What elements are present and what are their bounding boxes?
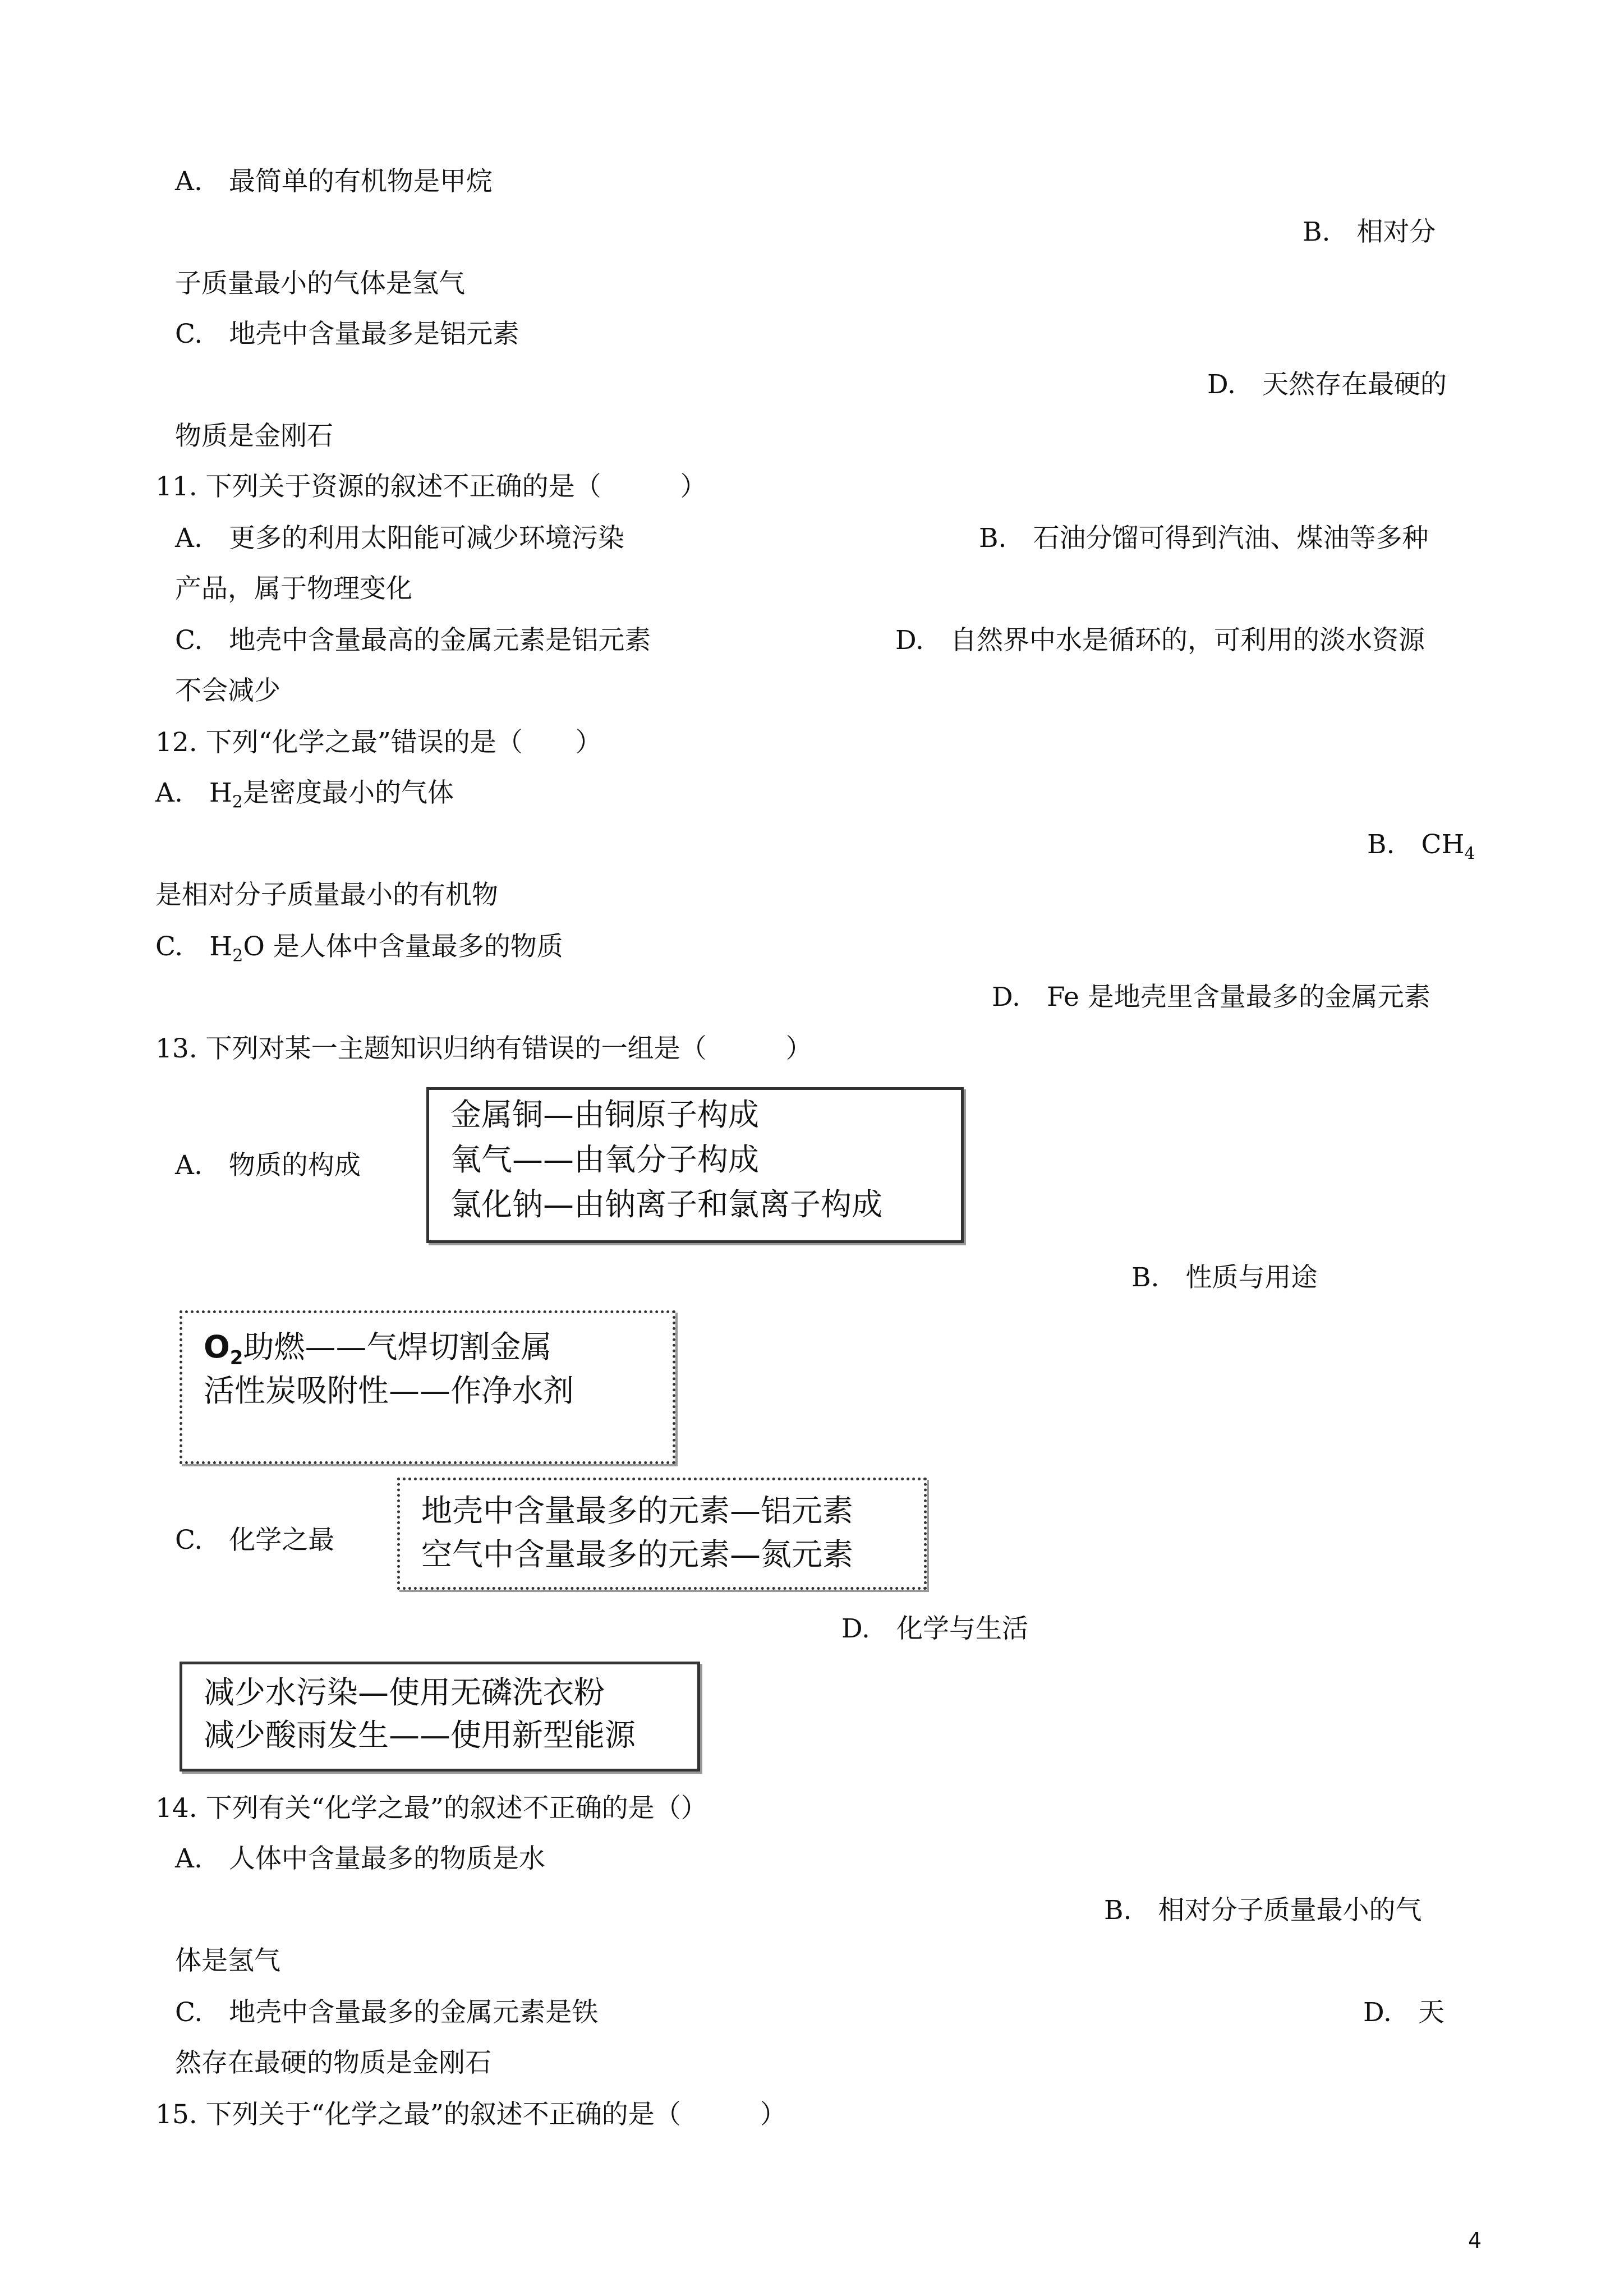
- q13-c-line-2: 空气中含量最多的元素—氮元素: [421, 1536, 854, 1572]
- q12-c-subscript: 2: [232, 946, 243, 966]
- q12-c-text: O 是人体中含量最多的物质: [243, 931, 563, 962]
- q12-stem: 12. 下列“化学之最”错误的是（ ）: [155, 727, 602, 758]
- q10-option-d-cont: 物质是金刚石: [175, 421, 333, 452]
- q13-a-line-2: 氧气——由氧分子构成: [450, 1142, 760, 1177]
- q13-d-line-2: 减少酸雨发生——使用新型能源: [204, 1717, 636, 1753]
- q12-option-c: [155, 930, 563, 973]
- q14-option-d-cont: 然存在最硬的物质是金刚石: [175, 2047, 491, 2078]
- q11-option-b-cont: 产品，属于物理变化: [175, 573, 412, 604]
- q12-a-text: 是密度最小的气体: [242, 777, 454, 808]
- q13-option-a-box: [426, 1087, 964, 1243]
- q12-a-subscript: 2: [232, 792, 243, 812]
- q10-option-b: B. 相对分: [1303, 217, 1436, 247]
- q14-option-b-cont: 体是氢气: [175, 1945, 280, 1976]
- q13-option-b-label: B. 性质与用途: [1131, 1262, 1318, 1293]
- q12-a-prefix: A. H: [155, 777, 232, 808]
- q13-option-c-label: C. 化学之最: [175, 1525, 335, 1556]
- q13-a-line-3: 氯化钠—由钠离子和氯离子构成: [450, 1186, 883, 1222]
- q12-b-subscript: 4: [1464, 844, 1475, 864]
- q14-option-c: C. 地壳中含量最多的金属元素是铁: [175, 1997, 599, 2028]
- q12-option-d: D. Fe 是地壳里含量最多的金属元素: [992, 982, 1430, 1013]
- q13-option-d-label: D. 化学与生活: [841, 1613, 1028, 1644]
- q10-option-c: C. 地壳中含量最多是铝元素: [175, 319, 519, 349]
- q13-b-o2: O: [204, 1329, 230, 1365]
- q13-option-a-label: A. 物质的构成: [175, 1150, 361, 1181]
- q12-b-prefix: B. CH: [1367, 829, 1465, 860]
- q13-option-d-box: [180, 1662, 700, 1772]
- q10-option-a: A. 最简单的有机物是甲烷: [175, 166, 493, 197]
- q13-option-c-box: [397, 1478, 927, 1590]
- q13-a-line-1: 金属铜—由铜原子构成: [450, 1097, 760, 1133]
- q13-b-line-2: 活性炭吸附性——作净水剂: [204, 1373, 574, 1409]
- page-number: 4: [1468, 2228, 1482, 2253]
- q12-option-b: [1367, 828, 1475, 871]
- q10-option-d: D. 天然存在最硬的: [1207, 369, 1447, 400]
- q10-option-b-cont: 子质量最小的气体是氢气: [175, 268, 465, 299]
- q13-d-line-1: 减少水污染—使用无磷洗衣粉: [204, 1674, 605, 1710]
- q12-option-b-cont: 是相对分子质量最小的有机物: [155, 880, 498, 910]
- q15-stem: 15. 下列关于“化学之最”的叙述不正确的是（ ）: [155, 2099, 786, 2130]
- q13-b-o2-subscript: 2: [229, 1347, 243, 1369]
- q13-b-line-1-text: 助燃——气焊切割金属: [243, 1329, 552, 1365]
- q13-c-line-1: 地壳中含量最多的元素—铝元素: [421, 1493, 854, 1529]
- q11-option-d-cont: 不会减少: [175, 675, 280, 706]
- q11-option-b: B. 石油分馏可得到汽油、煤油等多种: [979, 523, 1429, 554]
- q13-stem: 13. 下列对某一主题知识归纳有错误的一组是（ ）: [155, 1033, 812, 1064]
- q14-option-d: D. 天: [1363, 1997, 1444, 2028]
- q11-option-d: D. 自然界中水是循环的，可利用的淡水资源: [895, 625, 1425, 656]
- q14-stem: 14. 下列有关“化学之最”的叙述不正确的是（）: [155, 1793, 707, 1824]
- q12-c-prefix: C. H: [155, 931, 233, 962]
- q11-option-a: A. 更多的利用太阳能可减少环境污染: [175, 523, 624, 554]
- q11-option-c: C. 地壳中含量最高的金属元素是铝元素: [175, 625, 651, 656]
- q12-option-a: [155, 776, 454, 819]
- q13-option-b-box: [180, 1310, 675, 1464]
- q11-stem: 11. 下列关于资源的叙述不正确的是（ ）: [155, 471, 707, 502]
- q14-option-b: B. 相对分子质量最小的气: [1104, 1895, 1422, 1926]
- q14-option-a: A. 人体中含量最多的物质是水: [175, 1843, 545, 1874]
